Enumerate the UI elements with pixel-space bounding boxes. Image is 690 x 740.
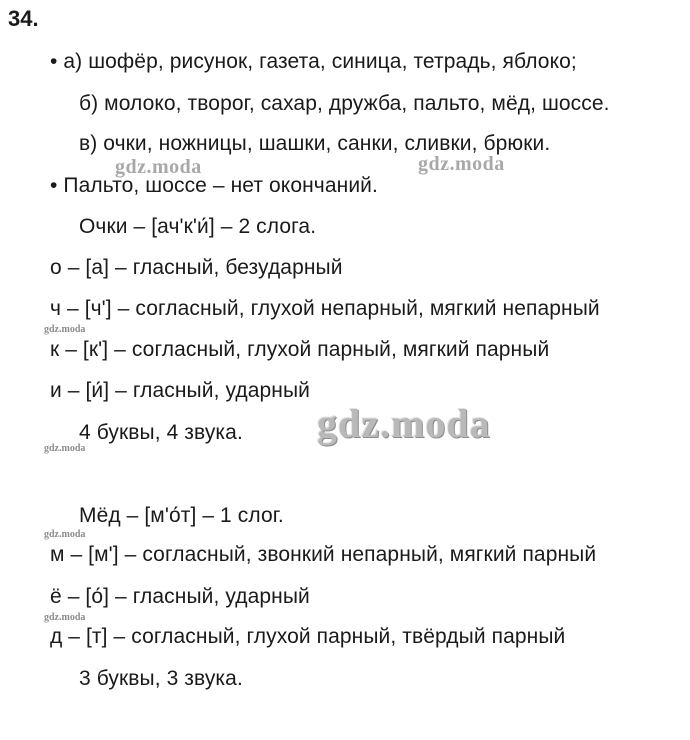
watermark-1: gdz.moda xyxy=(115,156,202,178)
watermark-6: gdz.moda xyxy=(44,529,86,540)
ochki-transcription: Очки – [ач'к'и́] – 2 слога. xyxy=(79,215,317,238)
exercise-number: 34. xyxy=(8,6,39,31)
no-endings-line: • Пальто, шоссе – нет окончаний. xyxy=(50,174,378,197)
task-line-b: б) молоко, творог, сахар, дружба, пальто, мёд, шоссе. xyxy=(79,92,610,115)
myod-summary: 3 буквы, 3 звука. xyxy=(79,667,243,690)
watermark-4: gdz.moda xyxy=(317,401,491,446)
task-line-c: в) очки, ножницы, шашки, санки, сливки, брюки. xyxy=(79,132,551,155)
sound-m: м – [м'] – согласный, звонкий непарный, мягкий парный xyxy=(50,543,597,566)
watermark-3: gdz.moda xyxy=(44,324,86,335)
sound-i: и – [и́] – гласный, ударный xyxy=(50,379,310,402)
sound-yo: ё – [о́] – гласный, ударный xyxy=(50,585,310,608)
sound-ch: ч – [ч'] – согласный, глухой непарный, мягкий непарный xyxy=(50,297,600,320)
sound-k: к – [к'] – согласный, глухой парный, мягкий парный xyxy=(50,338,550,361)
myod-transcription: Мёд – [м'о́т] – 1 слог. xyxy=(79,504,284,527)
task-line-a: • а) шофёр, рисунок, газета, синица, тетрадь, яблоко; xyxy=(50,50,577,73)
watermark-7: gdz.moda xyxy=(44,612,86,623)
watermark-2: gdz.moda xyxy=(418,153,505,175)
ochki-summary: 4 буквы, 4 звука. xyxy=(79,421,243,444)
watermark-5: gdz.moda xyxy=(44,443,86,454)
sound-o: о – [а] – гласный, безударный xyxy=(50,256,343,279)
sound-d: д – [т] – согласный, глухой парный, твёрдый парный xyxy=(50,625,566,648)
